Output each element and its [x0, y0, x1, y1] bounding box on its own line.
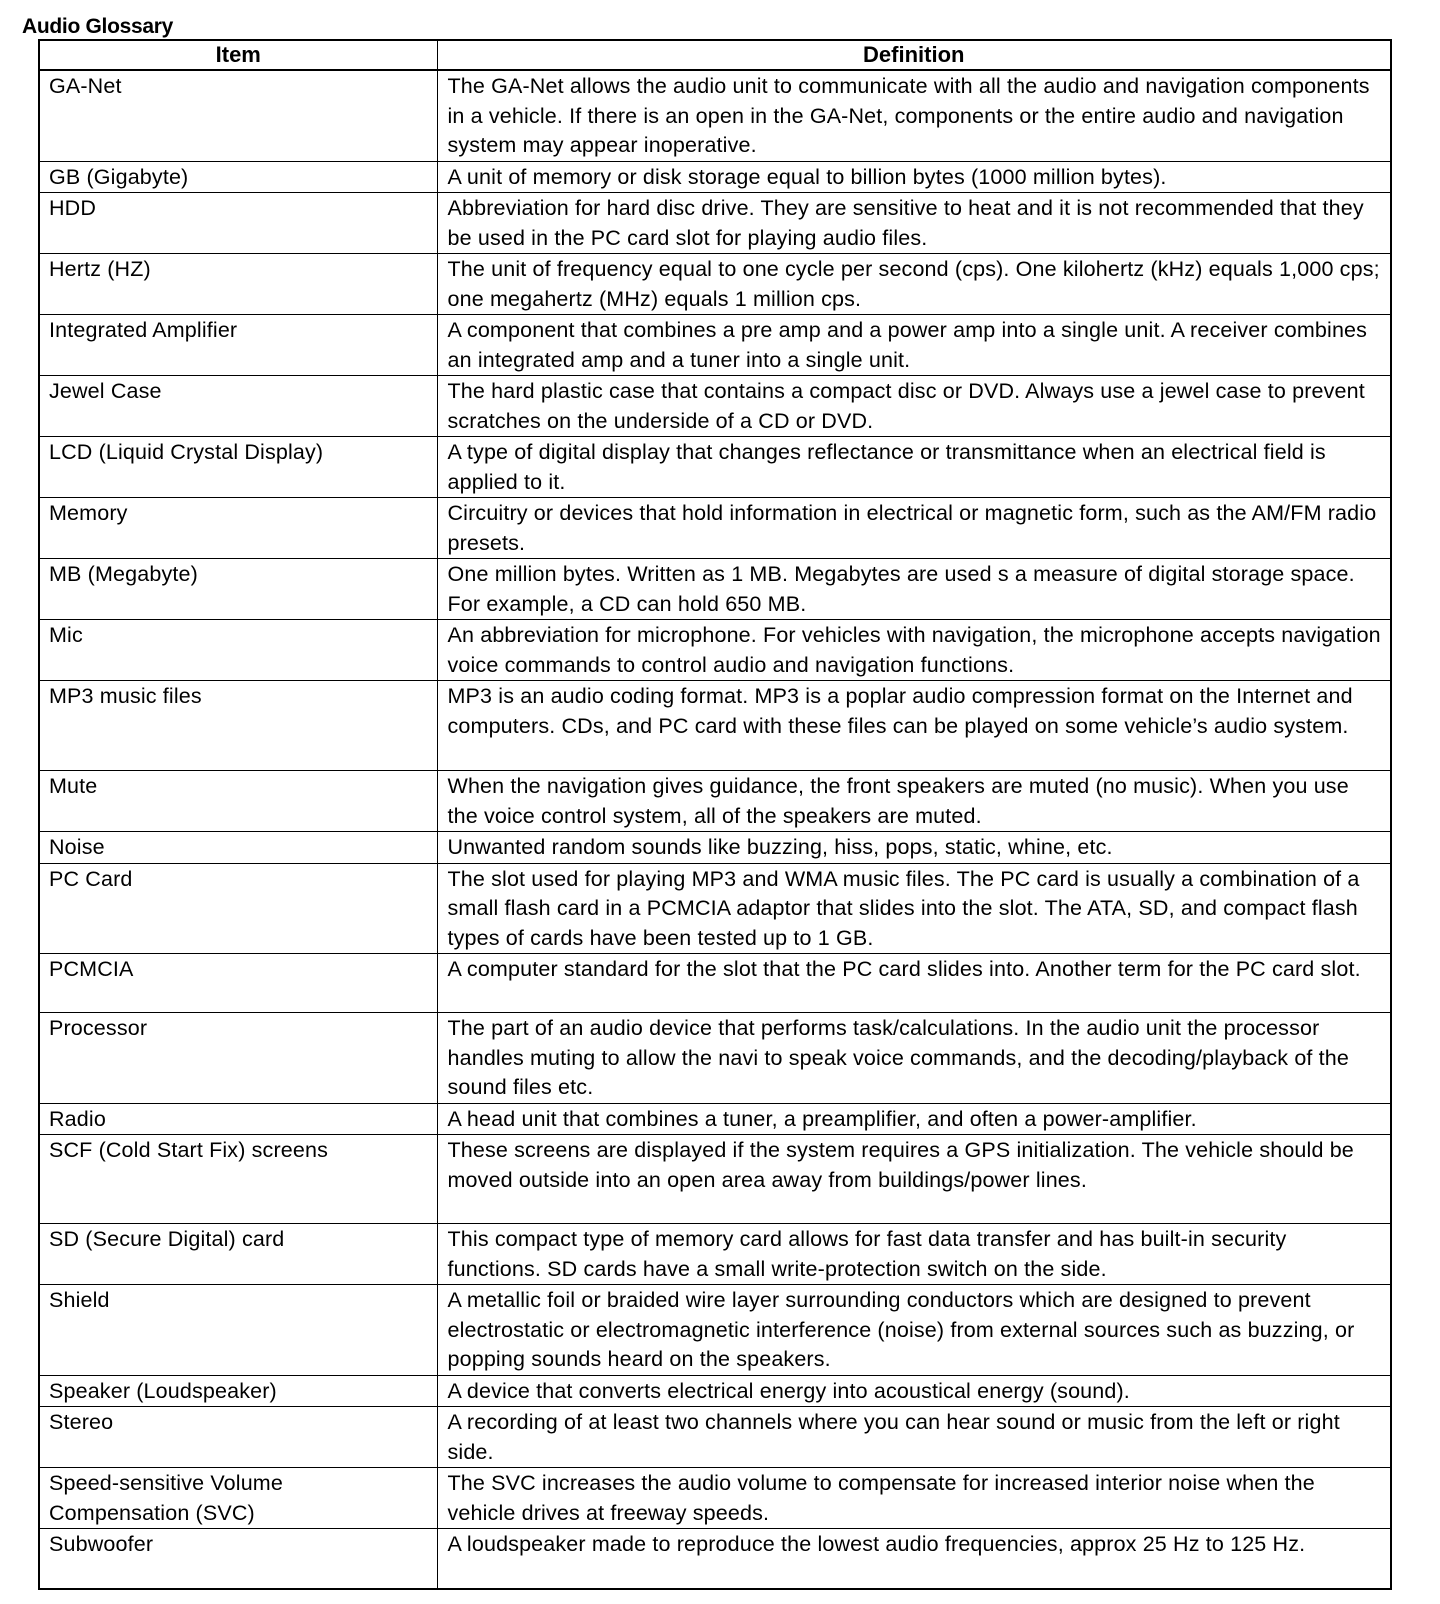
table-row — [39, 1285, 1391, 1376]
definition-cell: A type of digital display that changes reflectance or transmittance when an electrical field is applied to it. — [437, 437, 1391, 498]
table-row — [39, 70, 1391, 161]
definition-cell: A metallic foil or braided wire layer surrounding conductors which are designed to prevent electrostatic or electromagnetic interference (noise) from external sources such as buzzing, or popping sounds heard on the speakers. — [437, 1285, 1391, 1376]
table-row — [39, 1529, 1391, 1589]
table-row — [39, 498, 1391, 559]
definition-cell: Unwanted random sounds like buzzing, hiss, pops, static, whine, etc. — [437, 832, 1391, 864]
definition-cell: One million bytes. Written as 1 MB. Megabytes are used s a measure of digital storage space. For example, a CD can hold 650 MB. — [437, 559, 1391, 620]
table-row — [39, 1103, 1391, 1135]
table-row — [39, 681, 1391, 771]
item-cell: Jewel Case — [39, 376, 437, 437]
item-cell: LCD (Liquid Crystal Display) — [39, 437, 437, 498]
table-row — [39, 771, 1391, 832]
definition-cell: The hard plastic case that contains a compact disc or DVD. Always use a jewel case to prevent scratches on the underside of a CD or DVD. — [437, 376, 1391, 437]
table-row — [39, 315, 1391, 376]
table-row — [39, 1135, 1391, 1224]
table-row — [39, 1224, 1391, 1285]
definition-cell: An abbreviation for microphone. For vehicles with navigation, the microphone accepts navigation voice commands to control audio and navigation functions. — [437, 620, 1391, 681]
item-cell: PC Card — [39, 863, 437, 954]
item-cell: MP3 music files — [39, 681, 437, 771]
item-cell: GA-Net — [39, 70, 437, 161]
definition-cell: The SVC increases the audio volume to compensate for increased interior noise when the vehicle drives at freeway speeds. — [437, 1468, 1391, 1529]
definition-cell: A device that converts electrical energy into acoustical energy (sound). — [437, 1375, 1391, 1407]
item-cell: Processor — [39, 1013, 437, 1104]
definition-cell: When the navigation gives guidance, the front speakers are muted (no music). When you use the voice control system, all of the speakers are muted. — [437, 771, 1391, 832]
definition-cell: The part of an audio device that performs task/calculations. In the audio unit the processor handles muting to allow the navi to speak voice commands, and the decoding/playback of the sound files etc. — [437, 1013, 1391, 1104]
table-row — [39, 863, 1391, 954]
column-header-item: Item — [39, 40, 437, 70]
table-row — [39, 161, 1391, 193]
item-cell: GB (Gigabyte) — [39, 161, 437, 193]
table-row — [39, 954, 1391, 1013]
table-row — [39, 1375, 1391, 1407]
definition-cell: Abbreviation for hard disc drive. They are sensitive to heat and it is not recommended that they be used in the PC card slot for playing audio files. — [437, 193, 1391, 254]
definition-cell: MP3 is an audio coding format. MP3 is a poplar audio compression format on the Internet and computers. CDs, and PC card with these files can be played on some vehicle’s audio system. — [437, 681, 1391, 771]
table-row — [39, 193, 1391, 254]
item-cell: Subwoofer — [39, 1529, 437, 1589]
table-row — [39, 254, 1391, 315]
column-header-definition: Definition — [437, 40, 1391, 70]
item-cell: Radio — [39, 1103, 437, 1135]
item-cell: Stereo — [39, 1407, 437, 1468]
table-row — [39, 1407, 1391, 1468]
item-cell: MB (Megabyte) — [39, 559, 437, 620]
item-cell: Memory — [39, 498, 437, 559]
definition-cell: A recording of at least two channels where you can hear sound or music from the left or right side. — [437, 1407, 1391, 1468]
item-cell: Hertz (HZ) — [39, 254, 437, 315]
item-cell: Speed-sensitive Volume Compensation (SVC) — [39, 1468, 437, 1529]
definition-cell: This compact type of memory card allows for fast data transfer and has built-in security functions. SD cards have a small write-protection switch on the side. — [437, 1224, 1391, 1285]
item-cell: Mute — [39, 771, 437, 832]
item-cell: Speaker (Loudspeaker) — [39, 1375, 437, 1407]
definition-cell: The unit of frequency equal to one cycle per second (cps). One kilohertz (kHz) equals 1,000 cps; one megahertz (MHz) equals 1 million cps. — [437, 254, 1391, 315]
page-title: Audio Glossary — [22, 15, 174, 38]
item-cell: SD (Secure Digital) card — [39, 1224, 437, 1285]
table-row — [39, 376, 1391, 437]
item-cell: Mic — [39, 620, 437, 681]
definition-cell: A head unit that combines a tuner, a preamplifier, and often a power-amplifier. — [437, 1103, 1391, 1135]
definition-cell: A unit of memory or disk storage equal to billion bytes (1000 million bytes). — [437, 161, 1391, 193]
definition-cell: Circuitry or devices that hold information in electrical or magnetic form, such as the AM/FM radio presets. — [437, 498, 1391, 559]
table-row — [39, 1013, 1391, 1104]
item-cell: PCMCIA — [39, 954, 437, 1013]
table-row — [39, 620, 1391, 681]
glossary-table — [38, 39, 1392, 1590]
item-cell: Shield — [39, 1285, 437, 1376]
item-cell: Noise — [39, 832, 437, 864]
table-row — [39, 1468, 1391, 1529]
definition-cell: The GA-Net allows the audio unit to communicate with all the audio and navigation components in a vehicle. If there is an open in the GA-Net, components or the entire audio and navigation system may appear inoperative. — [437, 70, 1391, 161]
table-row — [39, 437, 1391, 498]
table-header-row — [39, 40, 1391, 70]
definition-cell: A loudspeaker made to reproduce the lowest audio frequencies, approx 25 Hz to 125 Hz. — [437, 1529, 1391, 1589]
item-cell: SCF (Cold Start Fix) screens — [39, 1135, 437, 1224]
item-cell: Integrated Amplifier — [39, 315, 437, 376]
item-cell: HDD — [39, 193, 437, 254]
definition-cell: These screens are displayed if the system requires a GPS initialization. The vehicle should be moved outside into an open area away from buildings/power lines. — [437, 1135, 1391, 1224]
table-row — [39, 832, 1391, 864]
definition-cell: The slot used for playing MP3 and WMA music files. The PC card is usually a combination of a small flash card in a PCMCIA adaptor that slides into the slot. The ATA, SD, and compact flash types of cards have been tested up to 1 GB. — [437, 863, 1391, 954]
definition-cell: A computer standard for the slot that the PC card slides into. Another term for the PC card slot. — [437, 954, 1391, 1013]
table-row — [39, 559, 1391, 620]
definition-cell: A component that combines a pre amp and a power amp into a single unit. A receiver combines an integrated amp and a tuner into a single unit. — [437, 315, 1391, 376]
